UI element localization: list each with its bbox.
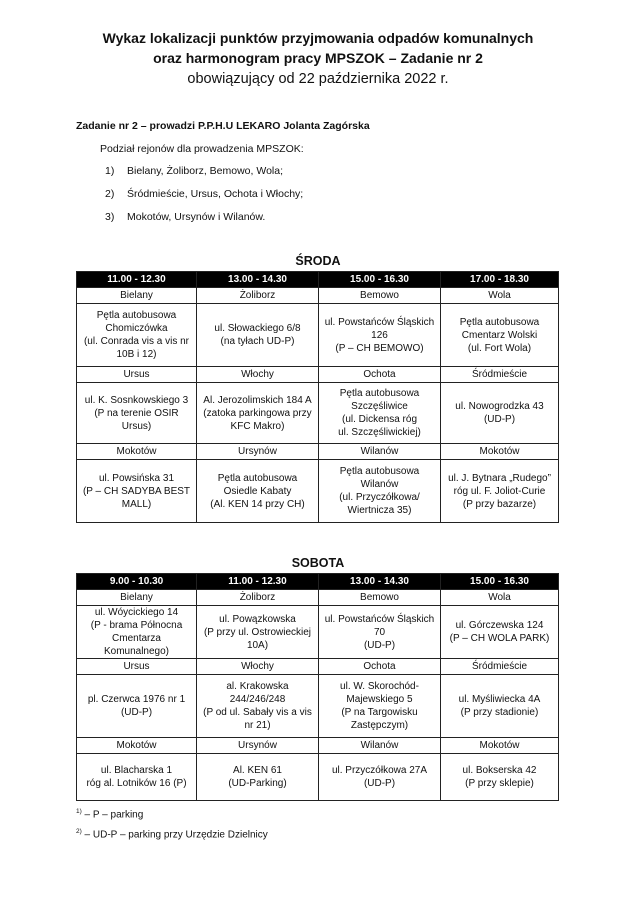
footnote-mark: 1) bbox=[76, 808, 82, 815]
location-line: Pętla autobusowa bbox=[96, 310, 177, 321]
location-line: (P - brama Północna bbox=[90, 620, 183, 631]
location-line: Pętla autobusowa bbox=[217, 472, 298, 484]
time-header-row bbox=[77, 272, 559, 288]
time-header-row bbox=[77, 574, 559, 590]
location-line: ul. Nowogrodzka 43 bbox=[455, 401, 544, 412]
time-slot-header: 11.00 - 12.30 bbox=[77, 272, 197, 288]
footnote-mark: 2) bbox=[76, 828, 82, 835]
location-cell bbox=[441, 383, 559, 444]
location-cell bbox=[77, 606, 197, 659]
location-cell bbox=[319, 460, 441, 523]
footnote-text: – UD-P – parking przy Urzędzie Dzielnicy bbox=[81, 829, 268, 841]
location-line: Chomiczówka bbox=[105, 323, 168, 334]
location-row bbox=[77, 383, 559, 444]
location-line: ul. K. Sosnkowskiego 3 bbox=[84, 394, 189, 406]
location-line: Pętla autobusowa bbox=[459, 316, 540, 328]
list-text: Bielany, Żoliborz, Bemowo, Wola; bbox=[127, 165, 284, 177]
location-line: (P – CH BEMOWO) bbox=[335, 342, 424, 354]
location-line: Cmentarza Komunalnego) bbox=[103, 633, 170, 657]
location-cell bbox=[441, 606, 559, 659]
location-cell bbox=[197, 460, 319, 523]
district-name-cell: Żoliborz bbox=[197, 288, 319, 304]
location-row bbox=[77, 460, 559, 523]
time-slot-header: 13.00 - 14.30 bbox=[319, 574, 441, 590]
location-cell bbox=[319, 675, 441, 738]
location-cell bbox=[441, 754, 559, 801]
location-line: Wilanów bbox=[360, 479, 399, 490]
district-name-cell: Wilanów bbox=[319, 738, 441, 754]
location-line: 126 bbox=[371, 329, 388, 341]
location-line: ul. Powstańców Śląskich bbox=[324, 316, 435, 328]
location-cell bbox=[319, 754, 441, 801]
district-name-cell: Mokotów bbox=[441, 738, 559, 754]
location-line: (P przy bazarze) bbox=[462, 498, 537, 510]
time-slot-header: 13.00 - 14.30 bbox=[197, 272, 319, 288]
district-name-cell: Wola bbox=[441, 288, 559, 304]
location-line: (P na Targowisku bbox=[341, 707, 418, 718]
district-name-cell: Żoliborz bbox=[197, 590, 319, 606]
district-name-cell: Mokotów bbox=[441, 444, 559, 460]
location-cell bbox=[77, 383, 197, 444]
location-cell bbox=[197, 606, 319, 659]
location-line: (P przy stadionie) bbox=[460, 707, 539, 718]
district-name-cell: Ursus bbox=[77, 659, 197, 675]
sobota-schedule-table bbox=[76, 573, 559, 801]
location-line: ul. Przyczółkowa 27A bbox=[331, 765, 428, 776]
location-line: (UD-P) bbox=[363, 778, 396, 789]
district-name-cell: Włochy bbox=[197, 659, 319, 675]
sroda-title: ŚRODA bbox=[295, 254, 341, 268]
district-name-cell: Ochota bbox=[319, 659, 441, 675]
district-name-cell: Bielany bbox=[77, 288, 197, 304]
location-row bbox=[77, 754, 559, 801]
location-line: (UD-P) bbox=[483, 414, 516, 425]
region-list-item bbox=[105, 165, 283, 177]
subtitle: obowiązujący od 22 października 2022 r. bbox=[187, 71, 449, 87]
location-cell bbox=[197, 754, 319, 801]
list-number: 1) bbox=[105, 165, 115, 177]
location-line: 10B i 12) bbox=[116, 349, 157, 360]
district-name-cell: Mokotów bbox=[77, 738, 197, 754]
location-line: MALL) bbox=[121, 498, 152, 510]
location-cell bbox=[441, 304, 559, 367]
location-cell bbox=[197, 383, 319, 444]
location-line: ul. W. Skorochód- bbox=[340, 681, 419, 692]
location-line: 244/246/248 bbox=[229, 694, 286, 705]
district-name-cell: Wola bbox=[441, 590, 559, 606]
location-cell bbox=[441, 675, 559, 738]
list-text: Mokotów, Ursynów i Wilanów. bbox=[127, 211, 266, 223]
district-name-cell: Włochy bbox=[197, 367, 319, 383]
location-line: KFC Makro) bbox=[230, 420, 285, 432]
location-line: (P – CH SADYBA BEST bbox=[82, 485, 191, 497]
location-line: Cmentarz Wolski bbox=[461, 329, 538, 341]
district-name-cell: Bemowo bbox=[319, 590, 441, 606]
location-line: Majewskiego 5 bbox=[346, 694, 413, 705]
time-slot-header: 9.00 - 10.30 bbox=[77, 574, 197, 590]
intro-text: Podział rejonów dla prowadzenia MPSZOK: bbox=[100, 143, 304, 155]
location-line: ul. Wóycickiego 14 bbox=[94, 607, 179, 618]
location-line: (P – CH WOLA PARK) bbox=[449, 633, 550, 644]
location-cell bbox=[77, 675, 197, 738]
location-line: pl. Czerwca 1976 nr 1 bbox=[87, 694, 186, 705]
footnote-1 bbox=[76, 808, 143, 820]
time-slot-header: 15.00 - 16.30 bbox=[319, 272, 441, 288]
district-name-cell: Ochota bbox=[319, 367, 441, 383]
district-name-cell: Śródmieście bbox=[441, 659, 559, 675]
location-line: (Al. KEN 14 przy CH) bbox=[210, 498, 305, 510]
location-line: (zatoka parkingowa przy bbox=[203, 407, 312, 419]
location-row bbox=[77, 606, 559, 659]
location-line: Osiedle Kabaty bbox=[223, 485, 292, 497]
list-number: 3) bbox=[105, 211, 115, 223]
location-line: ul. Myśliwiecka 4A bbox=[458, 694, 541, 705]
location-line: ul. Słowackiego 6/8 bbox=[214, 323, 301, 334]
district-name-cell: Ursus bbox=[77, 367, 197, 383]
location-line: (ul. Dickensa róg bbox=[341, 414, 418, 425]
location-line: (UD-P) bbox=[120, 707, 153, 718]
location-line: (UD-Parking) bbox=[228, 778, 287, 789]
location-line: (P od ul. Sabały vis a vis bbox=[203, 707, 312, 718]
location-line: Wiertnicza 35) bbox=[347, 505, 412, 516]
task-heading: Zadanie nr 2 – prowadzi P.P.H.U LEKARO Jolanta Zagórska bbox=[76, 120, 370, 132]
location-line: ul. Powsińska 31 bbox=[98, 472, 175, 484]
list-text: Śródmieście, Ursus, Ochota i Włochy; bbox=[127, 188, 304, 200]
location-line: nr 21) bbox=[244, 720, 271, 731]
location-line: (P przy sklepie) bbox=[465, 778, 534, 789]
location-cell bbox=[441, 460, 559, 523]
district-name-cell: Mokotów bbox=[77, 444, 197, 460]
location-line: Szczęśliwice bbox=[351, 401, 408, 412]
location-line: (na tyłach UD-P) bbox=[220, 336, 295, 347]
district-name-cell: Wilanów bbox=[319, 444, 441, 460]
location-line: Al. KEN 61 bbox=[233, 765, 282, 776]
location-line: ul. Powstańców Śląskich 70 bbox=[324, 613, 435, 638]
location-line: ul. Szczęśliwickiej) bbox=[338, 427, 421, 438]
location-line: Al. Jerozolimskich 184 A bbox=[203, 394, 312, 406]
location-line: Pętla autobusowa bbox=[339, 466, 420, 477]
district-name-cell: Ursynów bbox=[197, 444, 319, 460]
sobota-title: SOBOTA bbox=[291, 556, 345, 570]
location-cell bbox=[197, 675, 319, 738]
district-name-cell: Śródmieście bbox=[441, 367, 559, 383]
location-line: (P przy ul. Ostrowieckiej bbox=[203, 626, 312, 638]
title-line-1: Wykaz lokalizacji punktów przyjmowania odpadów komunalnych bbox=[102, 30, 534, 46]
location-line: ul. Powązkowska bbox=[219, 613, 296, 625]
location-line: (P na terenie OSIR Ursus) bbox=[94, 407, 179, 432]
location-cell bbox=[319, 606, 441, 659]
location-cell bbox=[319, 383, 441, 444]
location-line: ul. J. Bytnara „Rudego” bbox=[448, 472, 551, 484]
footnote-2 bbox=[76, 828, 268, 840]
district-row bbox=[77, 367, 559, 383]
time-slot-header: 17.00 - 18.30 bbox=[441, 272, 559, 288]
location-line: al. Krakowska bbox=[226, 681, 289, 692]
district-row bbox=[77, 738, 559, 754]
district-row bbox=[77, 444, 559, 460]
location-line: ul. Blacharska 1 bbox=[100, 765, 173, 776]
footnote-text: – P – parking bbox=[81, 809, 144, 821]
list-number: 2) bbox=[105, 188, 115, 200]
title-line-2: oraz harmonogram pracy MPSZOK – Zadanie nr 2 bbox=[153, 50, 483, 66]
region-list-item bbox=[105, 188, 303, 200]
location-row bbox=[77, 304, 559, 367]
time-slot-header: 15.00 - 16.30 bbox=[441, 574, 559, 590]
district-row bbox=[77, 659, 559, 675]
location-line: Pętla autobusowa bbox=[339, 388, 420, 399]
location-line: róg al. Lotników 16 (P) bbox=[86, 778, 187, 789]
location-line: (ul. Conrada vis a vis nr bbox=[83, 336, 190, 347]
location-cell bbox=[77, 754, 197, 801]
location-line: Zastępczym) bbox=[350, 720, 409, 731]
region-list-item bbox=[105, 211, 265, 223]
location-line: ul. Bokserska 42 bbox=[462, 765, 537, 776]
district-name-cell: Ursynów bbox=[197, 738, 319, 754]
location-line: (ul. Przyczółkowa/ bbox=[339, 492, 420, 503]
location-row bbox=[77, 675, 559, 738]
location-line: (ul. Fort Wola) bbox=[467, 342, 532, 354]
sroda-schedule-table bbox=[76, 271, 559, 523]
location-line: ul. Górczewska 124 bbox=[455, 620, 544, 631]
district-row bbox=[77, 590, 559, 606]
location-line: róg ul. F. Joliot-Curie bbox=[453, 485, 546, 497]
location-line: 10A) bbox=[246, 639, 269, 651]
district-name-cell: Bemowo bbox=[319, 288, 441, 304]
location-cell bbox=[319, 304, 441, 367]
location-line: (UD-P) bbox=[363, 639, 396, 651]
time-slot-header: 11.00 - 12.30 bbox=[197, 574, 319, 590]
district-name-cell: Bielany bbox=[77, 590, 197, 606]
location-cell bbox=[77, 460, 197, 523]
location-cell bbox=[197, 304, 319, 367]
location-cell bbox=[77, 304, 197, 367]
district-row bbox=[77, 288, 559, 304]
